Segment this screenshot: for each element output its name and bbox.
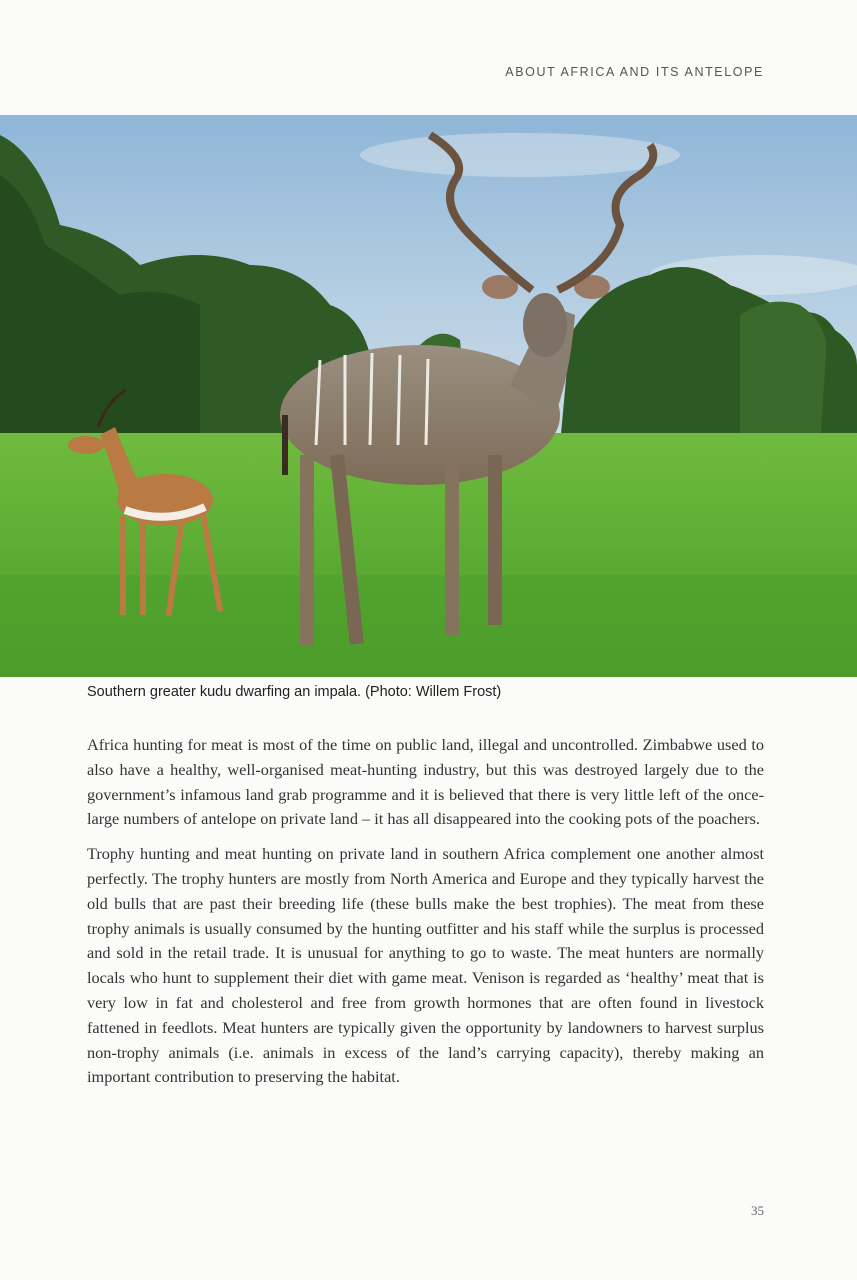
body-text: [87, 733, 764, 1100]
running-head: ABOUT AFRICA AND ITS ANTELOPE: [505, 65, 764, 79]
figure-caption: Southern greater kudu dwarfing an impala. (Photo: Willem Frost): [87, 684, 502, 700]
paragraph: Africa hunting for meat is most of the time on public land, illegal and uncontrolled. Zimbabwe used to also have a healthy, well-organised meat-hunting industry, but this was destroyed largely due to the government’s infamous land grab programme and it is believed that there is very little left of the once-large numbers of antelope on private land – it has all disappeared into the cooking pots of the poachers.: [87, 735, 764, 829]
page-number: 35: [751, 1203, 764, 1218]
paragraph: Trophy hunting and meat hunting on private land in southern Africa complement one another almost perfectly. The trophy hunters are mostly from North America and Europe and they typically harvest the old bulls that are past their breeding life (these bulls make the best trophies). The meat from these trophy animals is usually consumed by the hunting outfitter and his staff while the surplus is processed and sold in the retail trade. It is unusual for anything to go to waste. The meat hunters are normally locals who hunt to supplement their diet with game meat. Venison is regarded as ‘healthy’ meat that is very low in fat and cholesterol and free from growth hormones that are often found in livestock fattened in feedlots. Meat hunters are typically given the opportunity by landowners to harvest surplus non-trophy animals (i.e. animals in excess of the land’s carrying capacity), thereby making an important contribution to preserving the habitat.: [87, 844, 764, 1087]
kudu-impala-photo: [0, 115, 857, 677]
